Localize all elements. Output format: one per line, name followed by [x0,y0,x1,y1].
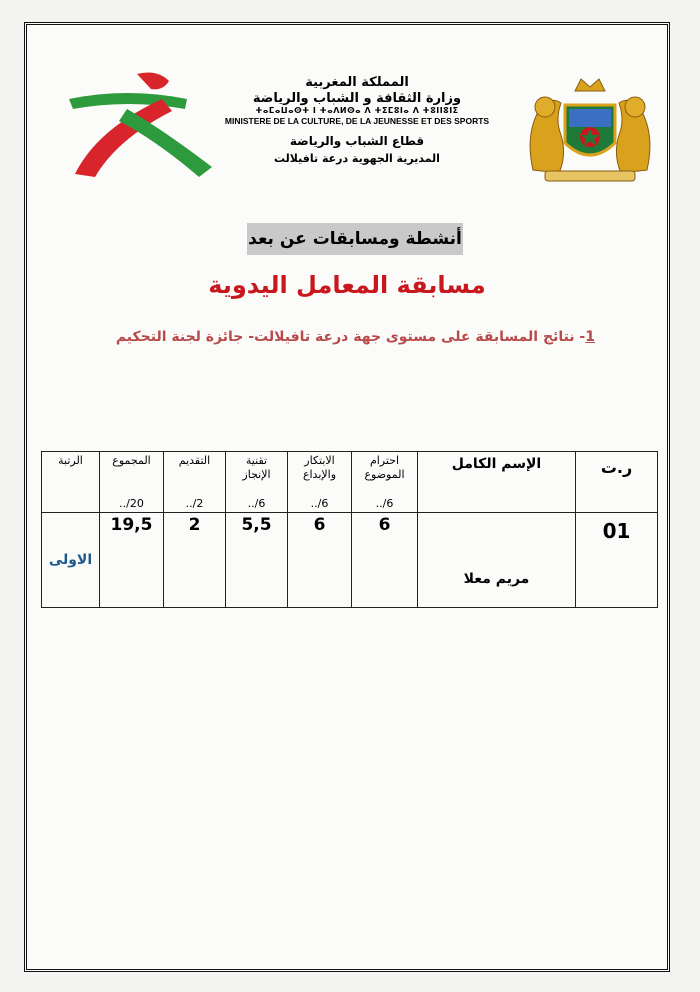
ministry-name-tifinagh: ⵜⴰⵎⴰⵡⴰⵙⵜ ⵏ ⵜⴰⴷⵍⵙⴰ ⴷ ⵜⵉⵎⵓⵏⴰ ⴷ ⵜⵓⵏⵏⵓⵏⵉ [255,106,459,116]
header-total-max: 20/.. [119,497,144,510]
coat-of-arms-icon [515,65,665,190]
cell-respect-theme: 6 [352,513,418,608]
competition-title: مسابقة المعامل اليدوية [208,271,486,299]
page-frame [24,22,670,972]
header-full-name: الإسم الكامل [418,452,576,513]
header-respect-max: 6/.. [375,497,394,510]
cell-index: 01 [576,513,658,608]
subtitle-text: - نتائج المسابقة على مستوى جهة درعة تافيلالت- جائزة لجنة التحكيم [115,329,586,345]
cell-presentation: 2 [164,513,226,608]
activities-title: أنشطة ومسابقات عن بعد [247,223,463,255]
cell-full-name: مريم معلا [418,513,576,608]
kingdom-name: المملكة المغربية [305,75,409,90]
cell-innovation: 6 [288,513,352,608]
header-total: المجموع 20/.. [100,452,164,513]
ministry-name-ar: وزارة الثقافة و الشباب والرياضة [252,90,462,106]
table-row [42,513,658,608]
cell-total: 19,5 [100,513,164,608]
header-innovation-max: 6/.. [310,497,329,510]
header-innovation: الابتكار والإبداع 6/.. [288,452,352,513]
header-technique: تقنية الإنجاز 6/.. [226,452,288,513]
header-respect-theme: احترام الموضوع 6/.. [352,452,418,513]
header-technique-max: 6/.. [247,497,266,510]
ministry-logo-icon [67,69,217,179]
letterhead [27,25,667,215]
sector-name: قطاع الشباب والرياضة [289,133,425,148]
direction-name: المديرية الجهوية درعة تافيلالت [274,152,440,166]
table-header-row [42,452,658,513]
results-table [41,451,658,608]
cell-rank: الاولى [42,513,100,608]
header-index: ر.ت [576,452,658,513]
header-presentation-max: 2/.. [185,497,204,510]
header-presentation: التقديم 2/.. [164,452,226,513]
ministry-block [197,75,517,166]
subtitle-number: 1 [585,329,595,345]
results-subtitle [67,329,595,345]
cell-technique: 5,5 [226,513,288,608]
header-rank: الرتبة [42,452,100,513]
ministry-name-fr: MINISTERE DE LA CULTURE, DE LA JEUNESSE ET DES SPORTS [224,115,490,126]
